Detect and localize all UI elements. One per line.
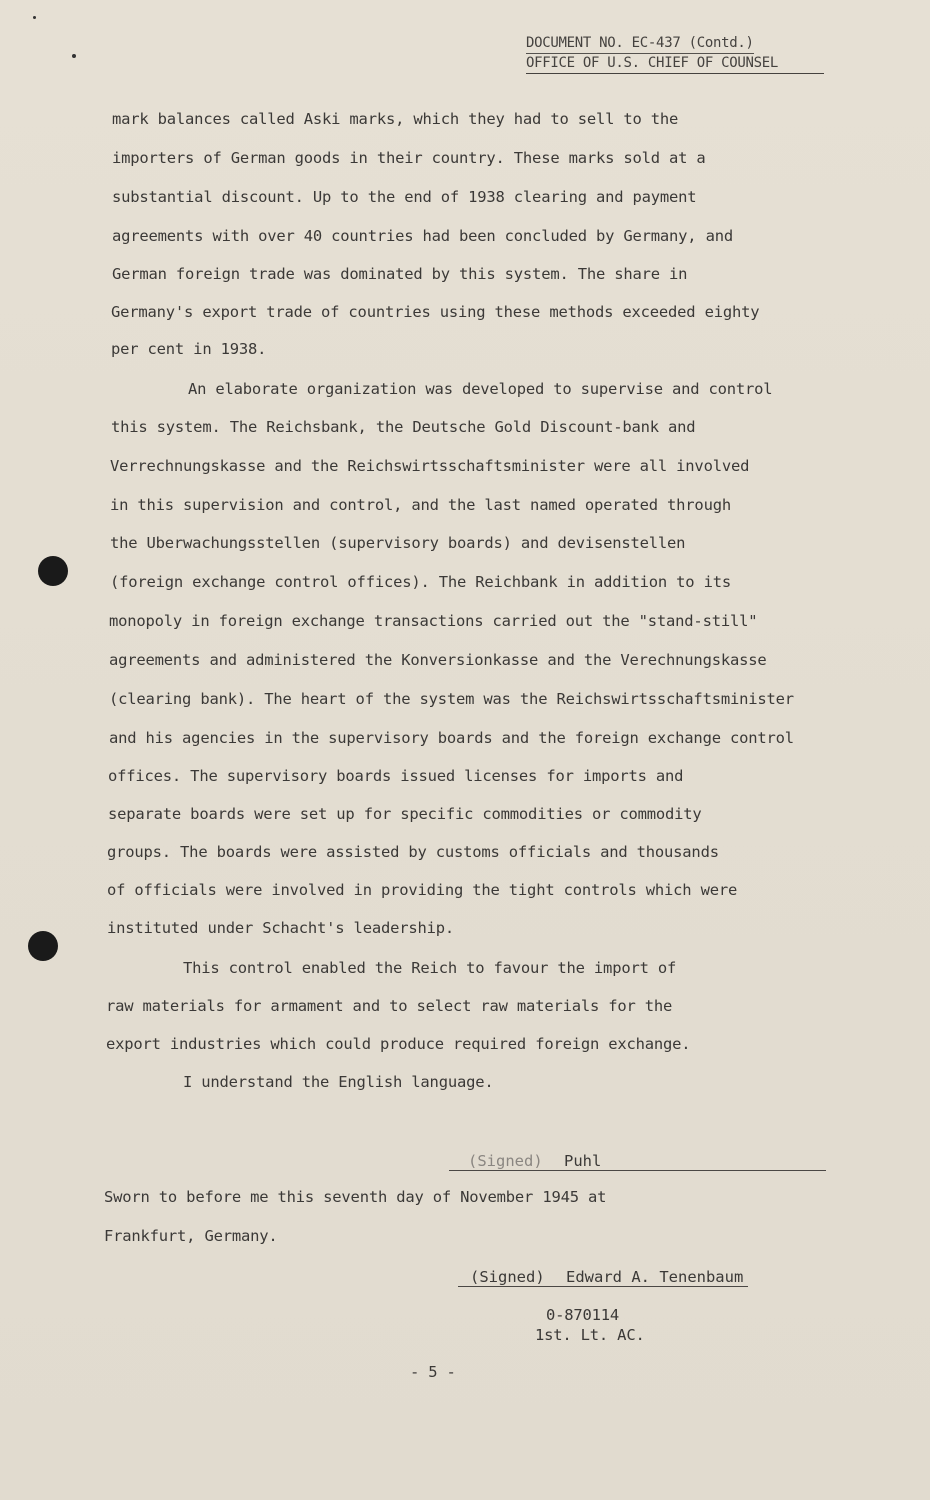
punch-hole-top — [38, 556, 68, 586]
text-line: agreements with over 40 countries had been concluded by Germany, and — [112, 227, 733, 245]
document-number: DOCUMENT NO. EC-437 (Contd.) — [526, 34, 754, 54]
officer-rank: 1st. Lt. AC. — [535, 1326, 645, 1344]
text-line: groups. The boards were assisted by customs officials and thousands — [107, 843, 719, 861]
officer-name: Edward A. Tenenbaum — [566, 1268, 744, 1286]
page-number: - 5 - — [410, 1363, 456, 1381]
signature-line — [458, 1286, 748, 1287]
text-line: I understand the English language. — [183, 1073, 494, 1091]
sworn-statement-line: Sworn to before me this seventh day of November 1945 at — [104, 1188, 607, 1206]
text-line: per cent in 1938. — [111, 340, 267, 358]
text-line: the Uberwachungsstellen (supervisory boards) and devisenstellen — [110, 534, 686, 552]
text-line: Verrechnungskasse and the Reichswirtsschaftsminister were all involved — [110, 457, 750, 475]
text-line: raw materials for armament and to select raw materials for the — [106, 997, 673, 1015]
text-line: (foreign exchange control offices). The Reichbank in addition to its — [110, 573, 731, 591]
text-line: substantial discount. Up to the end of 1938 clearing and payment — [112, 188, 697, 206]
speck-mark — [72, 54, 76, 58]
text-line: export industries which could produce required foreign exchange. — [106, 1035, 691, 1053]
text-line: mark balances called Aski marks, which they had to sell to the — [112, 110, 679, 128]
text-line: in this supervision and control, and the last named operated through — [110, 496, 731, 514]
officer-signature — [470, 1268, 743, 1286]
text-line: Germany's export trade of countries using these methods exceeded eighty — [111, 303, 760, 321]
office-title: OFFICE OF U.S. CHIEF OF COUNSEL — [526, 54, 824, 74]
text-line: An elaborate organization was developed to supervise and control — [188, 380, 773, 398]
text-line: this system. The Reichsbank, the Deutsche Gold Discount-bank and — [111, 418, 696, 436]
text-line: (clearing bank). The heart of the system was the Reichswirtsschaftsminister — [109, 690, 794, 708]
text-line: and his agencies in the supervisory boards and the foreign exchange control — [109, 729, 794, 747]
text-line: separate boards were set up for specific commodities or commodity — [108, 805, 702, 823]
document-header — [526, 34, 824, 74]
text-line: This control enabled the Reich to favour the import of — [183, 959, 677, 977]
signed-prefix: (Signed) — [470, 1268, 545, 1286]
text-line: importers of German goods in their country. These marks sold at a — [112, 149, 706, 167]
text-line: offices. The supervisory boards issued licenses for imports and — [108, 767, 684, 785]
text-line: instituted under Schacht's leadership. — [107, 919, 455, 937]
signature-line — [449, 1170, 826, 1171]
speck-mark — [33, 16, 36, 19]
text-line: monopoly in foreign exchange transactions carried out the "stand-still" — [109, 612, 758, 630]
text-line: of officials were involved in providing the tight controls which were — [107, 881, 738, 899]
affiant-name: Puhl — [564, 1152, 602, 1170]
sworn-location-line: Frankfurt, Germany. — [104, 1227, 278, 1245]
officer-serial: 0-870114 — [546, 1306, 620, 1324]
punch-hole-bottom — [28, 931, 58, 961]
text-line: German foreign trade was dominated by this system. The share in — [112, 265, 688, 283]
signed-prefix: (Signed) — [468, 1152, 543, 1170]
affiant-signature — [468, 1152, 601, 1170]
text-line: agreements and administered the Konversionkasse and the Verechnungskasse — [109, 651, 767, 669]
